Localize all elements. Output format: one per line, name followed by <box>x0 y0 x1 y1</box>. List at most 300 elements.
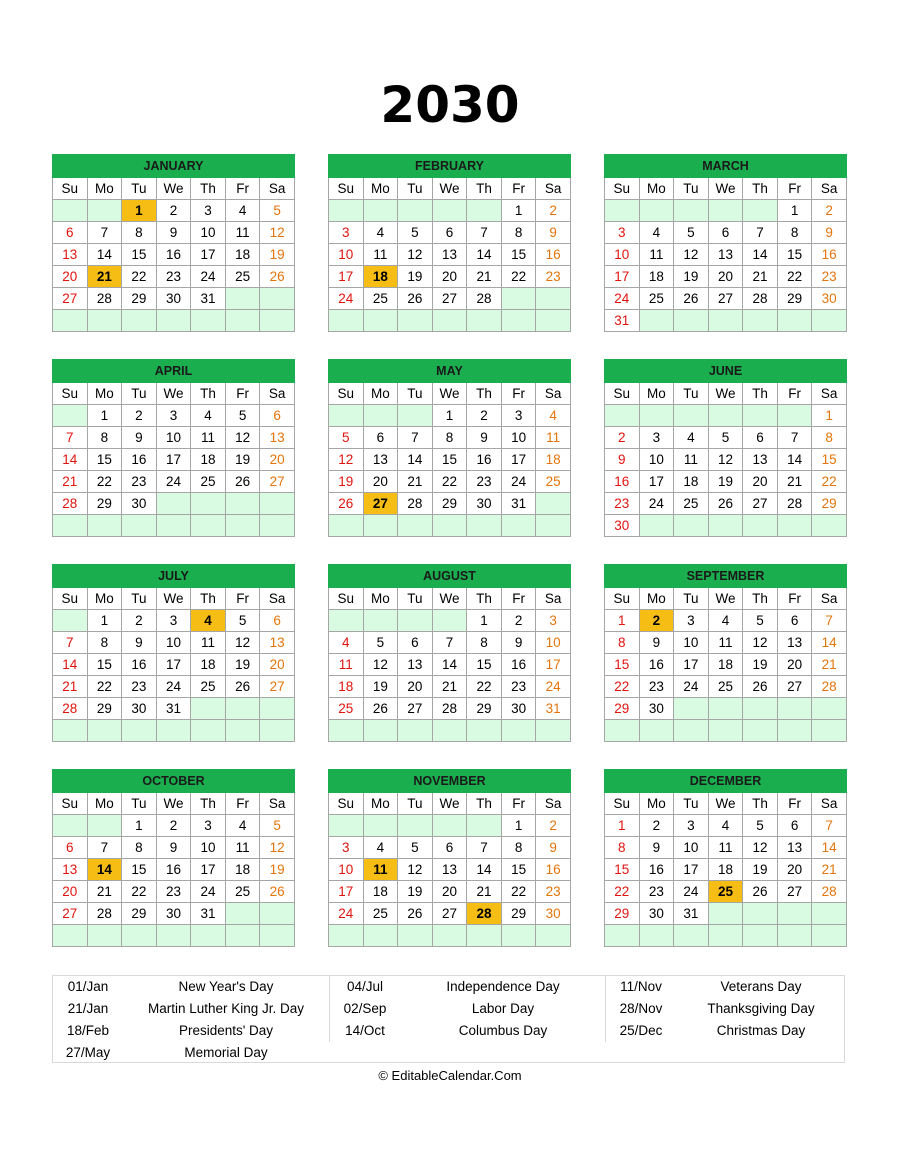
day-cell: 8 <box>501 837 536 859</box>
day-cell: 15 <box>122 244 157 266</box>
day-cell: 10 <box>156 632 191 654</box>
day-cell: 12 <box>708 449 743 471</box>
empty-cell <box>777 720 812 742</box>
empty-cell <box>501 515 536 537</box>
weekday-label: Th <box>743 178 778 200</box>
day-cell: 1 <box>501 200 536 222</box>
empty-cell <box>87 310 122 332</box>
day-cell: 17 <box>501 449 536 471</box>
day-cell: 16 <box>156 859 191 881</box>
empty-cell <box>156 515 191 537</box>
empty-cell <box>812 925 847 947</box>
day-cell: 20 <box>398 676 433 698</box>
day-cell: 1 <box>467 610 502 632</box>
holiday-name: Presidents' Day <box>178 1023 274 1038</box>
empty-cell <box>674 720 709 742</box>
weekday-label: Th <box>467 383 502 405</box>
weekday-label: Tu <box>674 383 709 405</box>
month-july <box>52 564 295 742</box>
day-cell: 24 <box>501 471 536 493</box>
day-cell: 19 <box>329 471 364 493</box>
day-cell: 6 <box>777 610 812 632</box>
weekday-label: Su <box>329 178 364 200</box>
weekday-label: Tu <box>398 588 433 610</box>
weekday-label: Mo <box>639 793 674 815</box>
day-cell: 16 <box>122 449 157 471</box>
empty-cell <box>812 903 847 925</box>
month-september <box>604 564 847 742</box>
day-cell: 21 <box>432 676 467 698</box>
empty-cell <box>260 698 295 720</box>
day-cell: 25 <box>329 698 364 720</box>
day-cell: 27 <box>53 288 88 310</box>
day-cell: 5 <box>743 815 778 837</box>
day-cell: 26 <box>398 903 433 925</box>
month-name: AUGUST <box>329 565 571 588</box>
day-cell: 25 <box>536 471 571 493</box>
day-cell: 14 <box>777 449 812 471</box>
weekday-label: Tu <box>398 178 433 200</box>
day-cell: 26 <box>398 288 433 310</box>
day-cell: 7 <box>777 427 812 449</box>
day-cell: 26 <box>260 266 295 288</box>
empty-cell <box>708 698 743 720</box>
day-cell: 23 <box>467 471 502 493</box>
weekday-label: We <box>432 793 467 815</box>
day-cell: 16 <box>639 654 674 676</box>
day-cell: 16 <box>639 859 674 881</box>
day-cell: 12 <box>743 837 778 859</box>
weekday-label: We <box>432 178 467 200</box>
empty-cell <box>674 405 709 427</box>
day-cell: 27 <box>260 471 295 493</box>
day-cell: 11 <box>363 244 398 266</box>
day-cell: 24 <box>156 471 191 493</box>
month-name: OCTOBER <box>53 770 295 793</box>
calendar-year-title: 2030 <box>380 76 520 134</box>
day-cell: 14 <box>53 654 88 676</box>
empty-cell <box>536 288 571 310</box>
day-cell: 21 <box>53 471 88 493</box>
month-name: SEPTEMBER <box>605 565 847 588</box>
empty-cell <box>605 720 640 742</box>
month-name: MARCH <box>605 155 847 178</box>
day-cell: 6 <box>432 837 467 859</box>
day-cell: 10 <box>674 632 709 654</box>
day-cell: 8 <box>501 222 536 244</box>
day-cell: 17 <box>329 266 364 288</box>
day-cell: 12 <box>260 837 295 859</box>
weekday-label: Th <box>467 588 502 610</box>
empty-cell <box>501 925 536 947</box>
day-cell: 28 <box>87 288 122 310</box>
day-cell: 18 <box>536 449 571 471</box>
weekday-label: Tu <box>122 588 157 610</box>
day-cell: 11 <box>639 244 674 266</box>
day-cell: 17 <box>191 244 226 266</box>
weekday-label: Su <box>329 793 364 815</box>
day-cell: 9 <box>122 427 157 449</box>
day-cell: 5 <box>260 815 295 837</box>
day-cell: 23 <box>605 493 640 515</box>
day-cell: 3 <box>674 815 709 837</box>
day-cell: 22 <box>87 471 122 493</box>
empty-cell <box>432 515 467 537</box>
day-cell: 15 <box>501 859 536 881</box>
day-cell: 27 <box>260 676 295 698</box>
empty-cell <box>156 310 191 332</box>
empty-cell <box>398 815 433 837</box>
day-cell: 4 <box>363 837 398 859</box>
day-cell: 13 <box>260 427 295 449</box>
day-cell: 13 <box>432 244 467 266</box>
empty-cell <box>260 720 295 742</box>
day-cell: 20 <box>777 654 812 676</box>
empty-cell <box>639 405 674 427</box>
weekday-label: We <box>708 793 743 815</box>
day-cell: 25 <box>639 288 674 310</box>
weekday-label: Tu <box>122 383 157 405</box>
empty-cell <box>708 405 743 427</box>
day-cell: 9 <box>536 837 571 859</box>
day-cell: 27 <box>398 698 433 720</box>
empty-cell <box>674 698 709 720</box>
day-cell: 10 <box>191 222 226 244</box>
holiday-list <box>52 975 845 1063</box>
day-cell: 15 <box>605 859 640 881</box>
day-cell: 26 <box>743 881 778 903</box>
day-cell: 10 <box>639 449 674 471</box>
day-cell: 6 <box>432 222 467 244</box>
weekday-label: Th <box>743 588 778 610</box>
weekday-label: Th <box>191 588 226 610</box>
day-cell: 4 <box>191 610 226 632</box>
empty-cell <box>674 200 709 222</box>
empty-cell <box>743 515 778 537</box>
day-cell: 30 <box>536 903 571 925</box>
day-cell: 14 <box>398 449 433 471</box>
holiday-name: Labor Day <box>471 1001 535 1016</box>
day-cell: 21 <box>812 654 847 676</box>
weekday-label: Sa <box>812 383 847 405</box>
empty-cell <box>363 925 398 947</box>
empty-cell <box>743 405 778 427</box>
day-cell: 8 <box>605 837 640 859</box>
empty-cell <box>674 515 709 537</box>
weekday-label: Mo <box>87 588 122 610</box>
weekday-label: Th <box>191 793 226 815</box>
holiday-name: Thanksgiving Day <box>707 1001 815 1016</box>
day-cell: 17 <box>536 654 571 676</box>
day-cell: 24 <box>605 288 640 310</box>
day-cell: 9 <box>639 837 674 859</box>
empty-cell <box>674 310 709 332</box>
weekday-label: Su <box>605 383 640 405</box>
day-cell: 21 <box>467 266 502 288</box>
empty-cell <box>777 515 812 537</box>
day-cell: 21 <box>777 471 812 493</box>
day-cell: 19 <box>398 881 433 903</box>
day-cell: 19 <box>398 266 433 288</box>
day-cell: 24 <box>156 676 191 698</box>
holiday-row <box>53 976 329 998</box>
empty-cell <box>777 405 812 427</box>
empty-cell <box>605 200 640 222</box>
day-cell: 5 <box>674 222 709 244</box>
day-cell: 5 <box>398 222 433 244</box>
day-cell: 22 <box>501 881 536 903</box>
empty-cell <box>467 925 502 947</box>
day-cell: 2 <box>536 200 571 222</box>
weekday-label: Sa <box>260 178 295 200</box>
weekday-label: Sa <box>812 588 847 610</box>
weekday-label: Sa <box>260 588 295 610</box>
holiday-row <box>606 998 846 1020</box>
day-cell: 25 <box>191 471 226 493</box>
day-cell: 20 <box>260 449 295 471</box>
empty-cell <box>639 720 674 742</box>
weekday-label: Th <box>191 383 226 405</box>
empty-cell <box>398 515 433 537</box>
holiday-date: 28/Nov <box>619 1001 663 1016</box>
day-cell: 8 <box>87 427 122 449</box>
day-cell: 9 <box>536 222 571 244</box>
empty-cell <box>743 925 778 947</box>
empty-cell <box>398 720 433 742</box>
day-cell: 7 <box>53 632 88 654</box>
day-cell: 6 <box>398 632 433 654</box>
empty-cell <box>225 698 260 720</box>
day-cell: 9 <box>812 222 847 244</box>
empty-cell <box>122 515 157 537</box>
month-april <box>52 359 295 537</box>
day-cell: 7 <box>87 837 122 859</box>
weekday-label: Th <box>191 178 226 200</box>
day-cell: 18 <box>225 244 260 266</box>
day-cell: 17 <box>674 859 709 881</box>
day-cell: 24 <box>674 881 709 903</box>
day-cell: 15 <box>467 654 502 676</box>
holiday-date: 27/May <box>65 1045 111 1060</box>
empty-cell <box>467 720 502 742</box>
day-cell: 20 <box>432 881 467 903</box>
weekday-label: Mo <box>363 178 398 200</box>
empty-cell <box>225 288 260 310</box>
day-cell: 28 <box>743 288 778 310</box>
empty-cell <box>501 720 536 742</box>
holiday-row <box>606 1020 846 1042</box>
day-cell: 20 <box>53 881 88 903</box>
day-cell: 15 <box>87 449 122 471</box>
day-cell: 23 <box>156 881 191 903</box>
day-cell: 10 <box>674 837 709 859</box>
month-name: NOVEMBER <box>329 770 571 793</box>
day-cell: 26 <box>743 676 778 698</box>
holiday-date: 25/Dec <box>619 1023 663 1038</box>
day-cell: 24 <box>329 903 364 925</box>
day-cell: 17 <box>674 654 709 676</box>
empty-cell <box>363 310 398 332</box>
day-cell: 30 <box>467 493 502 515</box>
day-cell: 9 <box>639 632 674 654</box>
day-cell: 23 <box>122 676 157 698</box>
empty-cell <box>398 200 433 222</box>
weekday-label: Sa <box>260 793 295 815</box>
weekday-label: Su <box>329 383 364 405</box>
weekday-label: Tu <box>122 793 157 815</box>
day-cell: 7 <box>398 427 433 449</box>
day-cell: 12 <box>363 654 398 676</box>
day-cell: 18 <box>363 881 398 903</box>
empty-cell <box>156 720 191 742</box>
empty-cell <box>122 720 157 742</box>
weekday-label: Mo <box>639 383 674 405</box>
empty-cell <box>605 925 640 947</box>
day-cell: 5 <box>260 200 295 222</box>
day-cell: 25 <box>708 881 743 903</box>
day-cell: 6 <box>777 815 812 837</box>
day-cell: 26 <box>260 881 295 903</box>
month-name: JULY <box>53 565 295 588</box>
day-cell: 12 <box>225 427 260 449</box>
day-cell: 26 <box>674 288 709 310</box>
month-may <box>328 359 571 537</box>
weekday-label: Th <box>467 793 502 815</box>
empty-cell <box>87 925 122 947</box>
day-cell: 30 <box>812 288 847 310</box>
day-cell: 22 <box>605 881 640 903</box>
day-cell: 28 <box>432 698 467 720</box>
day-cell: 4 <box>329 632 364 654</box>
empty-cell <box>536 310 571 332</box>
day-cell: 1 <box>87 405 122 427</box>
day-cell: 10 <box>605 244 640 266</box>
day-cell: 25 <box>674 493 709 515</box>
empty-cell <box>432 720 467 742</box>
weekday-label: Th <box>467 178 502 200</box>
day-cell: 22 <box>812 471 847 493</box>
day-cell: 3 <box>605 222 640 244</box>
day-cell: 4 <box>708 610 743 632</box>
day-cell: 17 <box>156 654 191 676</box>
day-cell: 27 <box>432 288 467 310</box>
empty-cell <box>708 200 743 222</box>
day-cell: 21 <box>743 266 778 288</box>
day-cell: 28 <box>398 493 433 515</box>
day-cell: 23 <box>639 676 674 698</box>
empty-cell <box>536 515 571 537</box>
day-cell: 15 <box>122 859 157 881</box>
day-cell: 24 <box>536 676 571 698</box>
day-cell: 28 <box>87 903 122 925</box>
day-cell: 5 <box>708 427 743 449</box>
empty-cell <box>639 310 674 332</box>
day-cell: 13 <box>53 244 88 266</box>
day-cell: 17 <box>191 859 226 881</box>
day-cell: 26 <box>225 471 260 493</box>
empty-cell <box>812 515 847 537</box>
holiday-name: Independence Day <box>446 979 560 994</box>
day-cell: 16 <box>812 244 847 266</box>
day-cell: 13 <box>777 837 812 859</box>
day-cell: 8 <box>605 632 640 654</box>
empty-cell <box>708 310 743 332</box>
day-cell: 20 <box>363 471 398 493</box>
day-cell: 7 <box>467 222 502 244</box>
empty-cell <box>225 903 260 925</box>
holiday-name: New Year's Day <box>178 979 274 994</box>
empty-cell <box>398 310 433 332</box>
day-cell: 20 <box>777 859 812 881</box>
holiday-column <box>605 976 846 1042</box>
day-cell: 10 <box>191 837 226 859</box>
day-cell: 24 <box>639 493 674 515</box>
month-january <box>52 154 295 332</box>
day-cell: 3 <box>191 815 226 837</box>
month-name: DECEMBER <box>605 770 847 793</box>
day-cell: 27 <box>363 493 398 515</box>
day-cell: 10 <box>156 427 191 449</box>
day-cell: 2 <box>122 610 157 632</box>
empty-cell <box>708 720 743 742</box>
day-cell: 6 <box>260 610 295 632</box>
day-cell: 22 <box>467 676 502 698</box>
empty-cell <box>743 200 778 222</box>
weekday-label: We <box>156 383 191 405</box>
holiday-date: 14/Oct <box>345 1023 385 1038</box>
day-cell: 1 <box>432 405 467 427</box>
day-cell: 6 <box>708 222 743 244</box>
weekday-label: Fr <box>777 383 812 405</box>
day-cell: 1 <box>501 815 536 837</box>
empty-cell <box>639 515 674 537</box>
day-cell: 24 <box>329 288 364 310</box>
empty-cell <box>53 815 88 837</box>
empty-cell <box>708 515 743 537</box>
empty-cell <box>329 610 364 632</box>
holiday-row <box>53 1020 329 1042</box>
day-cell: 23 <box>501 676 536 698</box>
day-cell: 5 <box>329 427 364 449</box>
day-cell: 29 <box>605 903 640 925</box>
empty-cell <box>53 515 88 537</box>
day-cell: 14 <box>467 244 502 266</box>
day-cell: 23 <box>536 881 571 903</box>
day-cell: 29 <box>122 903 157 925</box>
day-cell: 14 <box>53 449 88 471</box>
day-cell: 21 <box>812 859 847 881</box>
empty-cell <box>156 925 191 947</box>
weekday-label: We <box>156 588 191 610</box>
weekday-label: Mo <box>363 793 398 815</box>
empty-cell <box>329 815 364 837</box>
day-cell: 5 <box>225 405 260 427</box>
day-cell: 10 <box>329 244 364 266</box>
holiday-date: 18/Feb <box>66 1023 110 1038</box>
day-cell: 11 <box>225 837 260 859</box>
weekday-label: Fr <box>501 793 536 815</box>
empty-cell <box>87 515 122 537</box>
day-cell: 3 <box>329 222 364 244</box>
day-cell: 7 <box>467 837 502 859</box>
day-cell: 3 <box>156 405 191 427</box>
day-cell: 25 <box>363 903 398 925</box>
empty-cell <box>53 200 88 222</box>
day-cell: 29 <box>812 493 847 515</box>
weekday-label: Fr <box>501 178 536 200</box>
day-cell: 23 <box>639 881 674 903</box>
empty-cell <box>743 720 778 742</box>
